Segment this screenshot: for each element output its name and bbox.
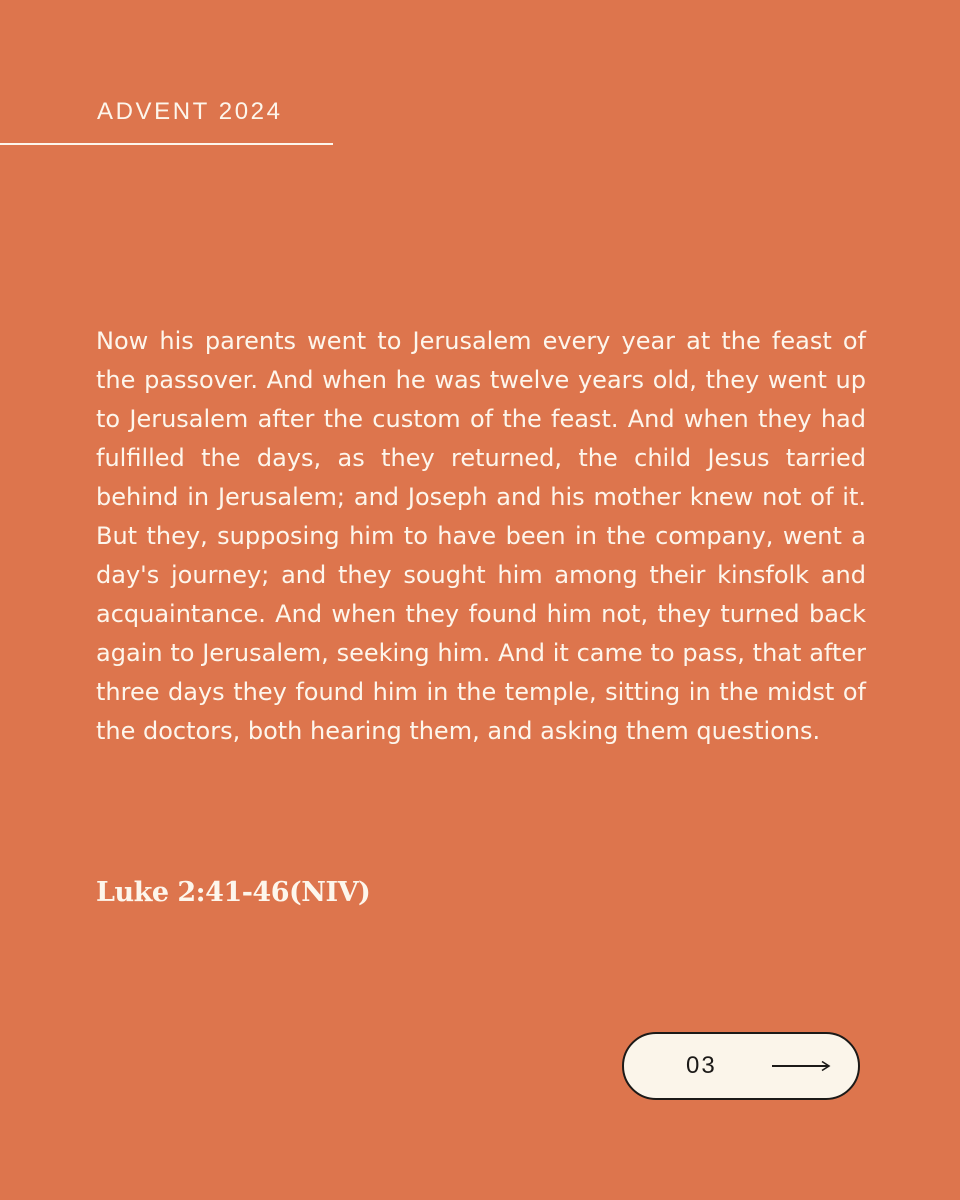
scripture-passage: Now his parents went to Jerusalem every year at the feast of the passover. And when he was twelve years old, they went up to Jerusalem after the custom of the feast. And when they had fulfilled the days, as they returned, the child Jesus tarried behind in Jerusalem; and Joseph and his mother knew not of it. But they, supposing him to have been in the company, went a day's journey; and they sought him among their kinsfolk and acquaintance. And when they found him not, they turned back again to Jerusalem, seeking him. And it came to pass, that after three days they found him in the temple, sitting in the midst of the doctors, both hearing them, and asking them questions. xyxy=(96,327,866,745)
scripture-reference: Luke 2:41-46(NIV) xyxy=(96,877,371,908)
series-label: ADVENT 2024 xyxy=(97,98,283,125)
page-number: 03 xyxy=(686,1052,717,1079)
header-divider xyxy=(0,143,333,145)
arrow-right-icon xyxy=(772,1060,832,1072)
next-page-button[interactable] xyxy=(622,1032,860,1100)
